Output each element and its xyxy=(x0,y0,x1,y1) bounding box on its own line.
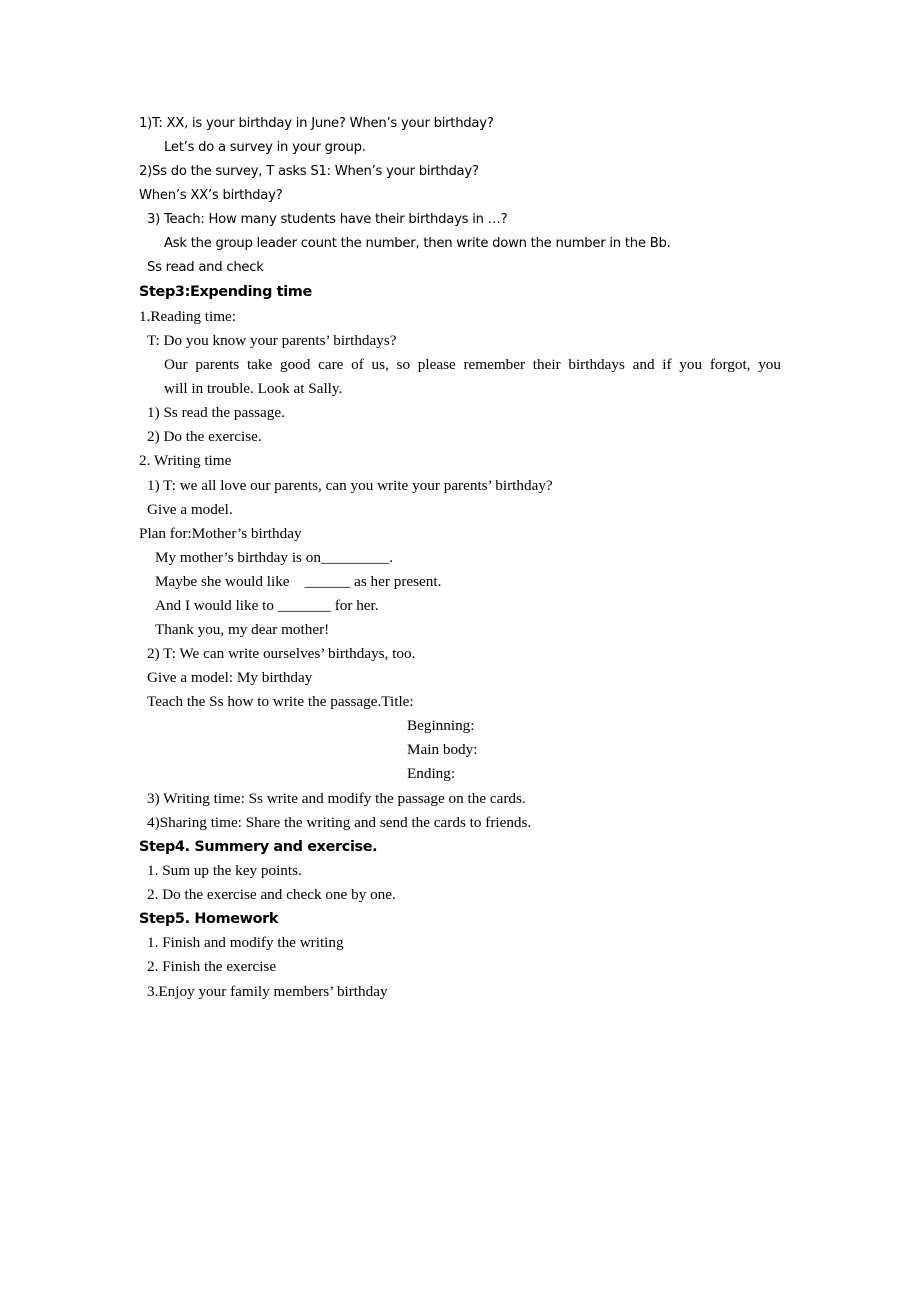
writing-title: 2. Writing time xyxy=(139,452,232,469)
intro-line: When’s XX’s birthday? xyxy=(139,188,283,203)
reading-paragraph-line: will in trouble. Look at Sally. xyxy=(164,380,343,397)
teach-line: Teach the Ss how to write the passage.Title: xyxy=(147,693,414,710)
intro-line: 1)T: XX, is your birthday in June? When’s your birthday? xyxy=(139,116,494,131)
step4-item: 1. Sum up the key points. xyxy=(147,862,302,879)
step5-heading: Step5. Homework xyxy=(139,911,279,927)
reading-item: 1) Ss read the passage. xyxy=(147,404,285,421)
writing-item: 4)Sharing time: Share the writing and send the cards to friends. xyxy=(147,814,532,831)
writing-item: 1) T: we all love our parents, can you write your parents’ birthday? xyxy=(147,477,553,494)
intro-line: Ss read and check xyxy=(147,260,264,275)
step3-heading: Step3:Expending time xyxy=(139,284,312,300)
homework-item: 3.Enjoy your family members’ birthday xyxy=(147,983,388,1000)
writing-item: 2) T: We can write ourselves’ birthdays, too. xyxy=(147,645,416,662)
plan-line: My mother’s birthday is on_________. xyxy=(155,549,394,566)
plan-title: Plan for:Mother’s birthday xyxy=(139,525,302,542)
give-model: Give a model: My birthday xyxy=(147,669,313,686)
intro-line: Ask the group leader count the number, then write down the number in the Bb. xyxy=(164,236,671,251)
give-model: Give a model. xyxy=(147,501,233,518)
homework-item: 2. Finish the exercise xyxy=(147,958,277,975)
intro-line: Let’s do a survey in your group. xyxy=(164,140,366,155)
plan-line: Thank you, my dear mother! xyxy=(155,621,330,638)
structure-item: Main body: xyxy=(407,741,478,758)
reading-paragraph-line: Our parents take good care of us, so please remember their birthdays and if you forgot, you xyxy=(164,356,781,373)
intro-line: 3) Teach: How many students have their birthdays in …? xyxy=(147,212,508,227)
step4-heading: Step4. Summery and exercise. xyxy=(139,839,378,855)
plan-line: Maybe she would like ______ as her present. xyxy=(155,573,442,590)
reading-item: 2) Do the exercise. xyxy=(147,428,262,445)
intro-line: 2)Ss do the survey, T asks S1: When’s your birthday? xyxy=(139,164,479,179)
step4-item: 2. Do the exercise and check one by one. xyxy=(147,886,396,903)
homework-item: 1. Finish and modify the writing xyxy=(147,934,344,951)
structure-item: Ending: xyxy=(407,765,456,782)
plan-line: And I would like to _______ for her. xyxy=(155,597,379,614)
reading-teacher-question: T: Do you know your parents’ birthdays? xyxy=(147,332,397,349)
reading-title: 1.Reading time: xyxy=(139,308,237,325)
writing-item: 3) Writing time: Ss write and modify the passage on the cards. xyxy=(147,790,526,807)
structure-item: Beginning: xyxy=(407,717,475,734)
